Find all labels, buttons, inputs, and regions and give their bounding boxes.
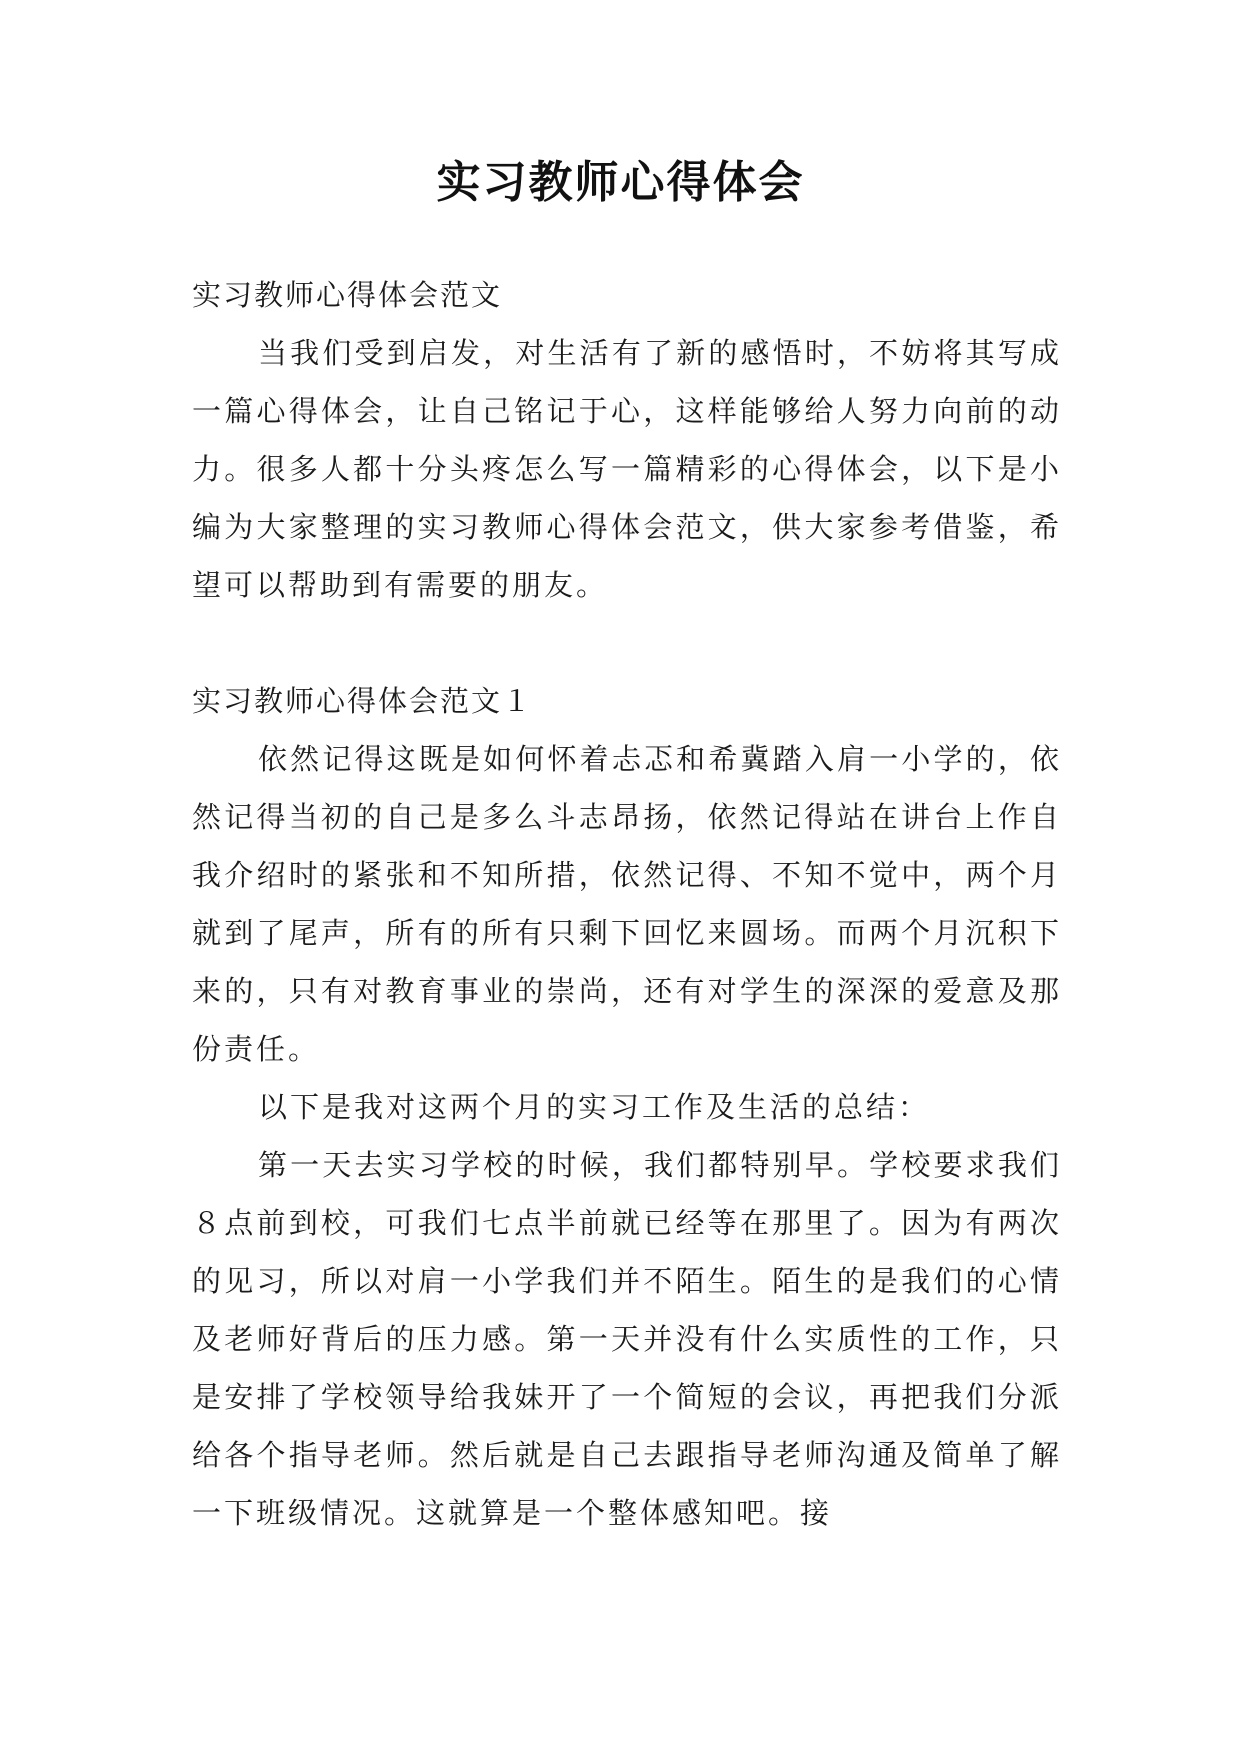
document-title: 实习教师心得体会: [436, 157, 805, 208]
body-paragraph: 以下是我对这两个月的实习工作及生活的总结：: [258, 1090, 931, 1124]
intro-heading: 实习教师心得体会范文: [192, 278, 503, 312]
body-paragraph: 第一天去实习学校的时候，我们都特别早。学校要求我们８点前到校，可我们七点半前就已经等在那里了。因为有两次的见习，所以对肩一小学我们并不陌生。陌生的是我们的心情及老师好背后的压力感。第一天并没有什么实质性的工作，只是安排了学校领导给我妹开了一个简短的会议，再把我们分派给各个指导老师。然后就是自己去跟指导老师沟通及简单了解一下班级情况。这就算是一个整体感知吧。接: [192, 1148, 1062, 1530]
section-spacer: [192, 614, 1062, 672]
section-heading: 实习教师心得体会范文１: [192, 684, 534, 718]
body-paragraph: 依然记得这既是如何怀着忐忑和希冀踏入肩一小学的，依然记得当初的自己是多么斗志昂扬，依然记得站在讲台上作自我介绍时的紧张和不知所措，依然记得、不知不觉中，两个月就到了尾声，所有的所有只剩下回忆来圆场。而两个月沉积下来的，只有对教育事业的崇尚，还有对学生的深深的爱意及那份责任。: [192, 742, 1062, 1066]
intro-paragraph: 当我们受到启发，对生活有了新的感悟时，不妨将其写成一篇心得体会，让自己铭记于心，这样能够给人努力向前的动力。很多人都十分头疼怎么写一篇精彩的心得体会，以下是小编为大家整理的实习教师心得体会范文，供大家参考借鉴，希望可以帮助到有需要的朋友。: [192, 336, 1062, 602]
document-body: [192, 266, 1062, 1542]
